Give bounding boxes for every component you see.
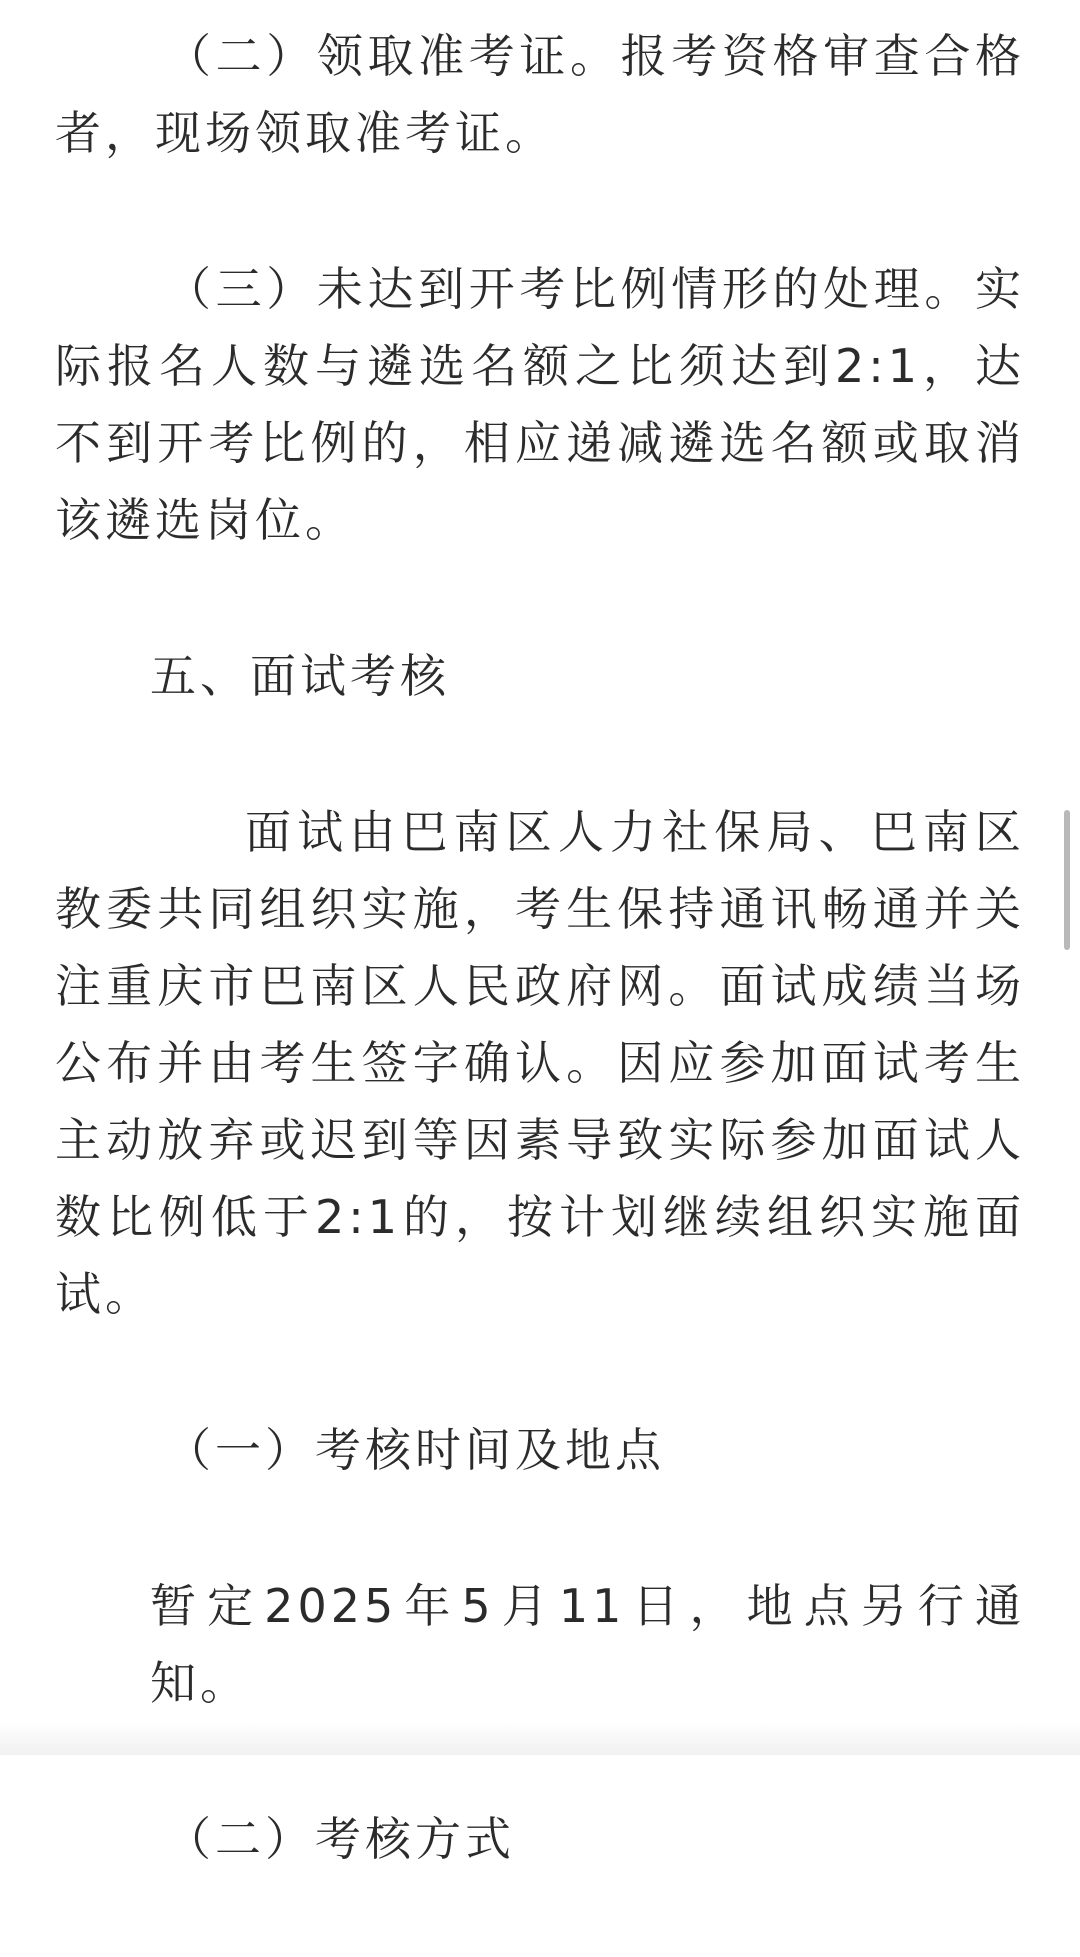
bottom-fade xyxy=(0,1721,1080,1755)
paragraph-exam-ratio: （三）未达到开考比例情形的处理。实际报名人数与遴选名额之比须达到2:1，达不到开考比例的，相应递减遴选名额或取消该遴选岗位。 xyxy=(55,262,1025,547)
vertical-scrollbar[interactable] xyxy=(1064,810,1070,950)
document-body xyxy=(55,18,1025,1957)
paragraph-date: 暂定2025年5月11日，地点另行通知。 xyxy=(150,1579,1025,1710)
paragraph-admission-ticket: （二）领取准考证。报考资格审查合格者，现场领取准考证。 xyxy=(55,29,1025,160)
section-heading-interview: 五、面试考核 xyxy=(150,649,450,703)
paragraph-interview-details: 面试由巴南区人力社保局、巴南区教委共同组织实施，考生保持通讯畅通并关注重庆市巴南区人民政府网。面试成绩当场公布并由考生签字确认。因应参加面试考生主动放弃或迟到等因素导致实际参加面试人数比例低于2:1的，按计划继续组织实施面试。 xyxy=(55,805,1025,1321)
subheading-time-location: （一）考核时间及地点 xyxy=(165,1423,665,1477)
subheading-assessment-method: （二）考核方式 xyxy=(165,1812,515,1866)
